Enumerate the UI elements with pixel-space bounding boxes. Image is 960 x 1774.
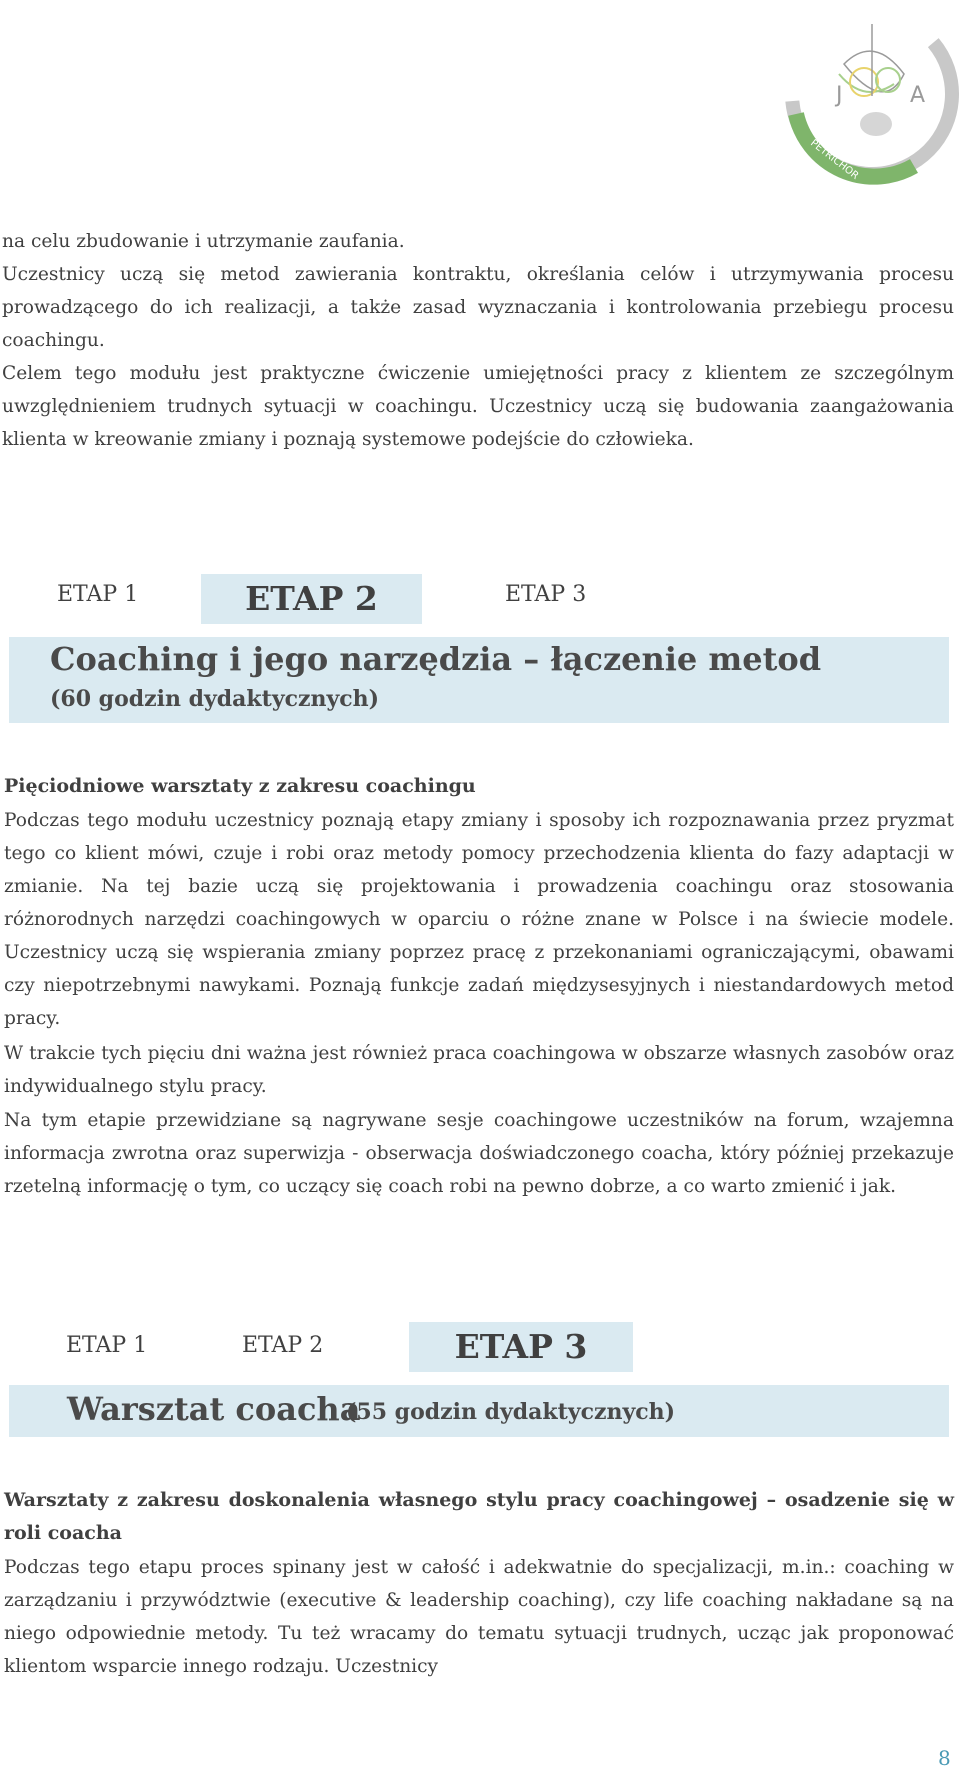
- stage2-tab-etap-3: ETAP 3: [505, 582, 587, 607]
- stage3-tab-etap-1: ETAP 1: [66, 1333, 148, 1358]
- stage2-paragraph-1: Podczas tego modułu uczestnicy poznają etapy zmiany i sposoby ich rozpoznawania przez pryzmat tego co klient mówi, czuje i robi oraz metody pomocy przechodzenia klienta do fazy adaptacji w zmianie. Na tej bazie uczą się projektowania i prowadzenia coachingu oraz stosowania różnorodnych narzędzi coachingowych w oparciu o różne znane w Polsce i na świecie modele. Uczestnicy uczą się wspierania zmiany poprzez pracę z przekonaniami ograniczającymi, obawami czy niepotrzebnymi nawykami. Poznają funkcje zadań międzysesyjnych i niestandardowych metod pracy.: [4, 810, 954, 1029]
- logo-ring-bottom-text: PETRICHOR: [808, 137, 861, 182]
- stage3-heading: Warsztaty z zakresu doskonalenia własnego stylu pracy coachingowej – osadzenie się w roli coacha: [4, 1489, 954, 1544]
- stage3-hours: (55 godzin dydaktycznych): [346, 1399, 676, 1425]
- stage2-tab-etap-1: ETAP 1: [57, 582, 139, 607]
- logo-letter-j: J: [836, 83, 843, 108]
- stage2-tab-etap-2-active: ETAP 2: [201, 574, 422, 624]
- stage3-tab-etap-3-active: ETAP 3: [409, 1322, 633, 1372]
- stage2-title: Coaching i jego narzędzia – łączenie metod: [50, 640, 822, 678]
- stage2-heading: Pięciodniowe warsztaty z zakresu coachingu: [4, 775, 476, 797]
- logo-ring-top-text: DIAMOS: [894, 34, 930, 64]
- page-number: 8: [938, 1746, 951, 1770]
- stage3-title: Warsztat coacha: [67, 1390, 361, 1428]
- stage2-paragraph-3: Na tym etapie przewidziane są nagrywane sesje coachingowe uczestników na forum, wzajemna informacja zwrotna oraz superwizja - obserwacja doświadczonego coacha, który później przekazuje rzetelną informację o tym, co uczący się coach robi na pewno dobrze, a co warto zmienić i jak.: [4, 1110, 954, 1197]
- stage2-paragraph-2: W trakcie tych pięciu dni ważna jest również praca coachingowa w obszarze własnych zasobów oraz indywidualnego stylu pracy.: [4, 1043, 954, 1097]
- stage3-paragraph: Podczas tego etapu proces spinany jest w całość i adekwatnie do specjalizacji, m.in.: coaching w zarządzaniu i przywództwie (executive & leadership coaching), czy life coaching nakładane są na niego odpowiednie metody. Tu też wracamy do tematu sytuacji trudnych, ucząc jak proponować klientom wsparcie innego rodzaju. Uczestnicy: [4, 1557, 954, 1677]
- intro-line-1: na celu zbudowanie i utrzymanie zaufania.: [2, 231, 405, 252]
- stage2-hours: (60 godzin dydaktycznych): [50, 686, 380, 712]
- petrichor-logo: [784, 4, 960, 190]
- intro-paragraph-module-goal: Celem tego modułu jest praktyczne ćwiczenie umiejętności pracy z klientem ze szczególnym uwzględnieniem trudnych sytuacji w coachingu. Uczestnicy uczą się budowania zaangażowania klienta w kreowanie zmiany i poznają systemowe podejście do człowieka.: [2, 363, 954, 450]
- logo-letter-a: A: [910, 83, 926, 108]
- stage3-tab-etap-2: ETAP 2: [242, 1333, 324, 1358]
- intro-paragraph-contract: Uczestnicy uczą się metod zawierania kontraktu, określania celów i utrzymywania procesu prowadzącego do ich realizacji, a także zasad wyznaczania i kontrolowania przebiegu procesu coachingu.: [2, 264, 954, 351]
